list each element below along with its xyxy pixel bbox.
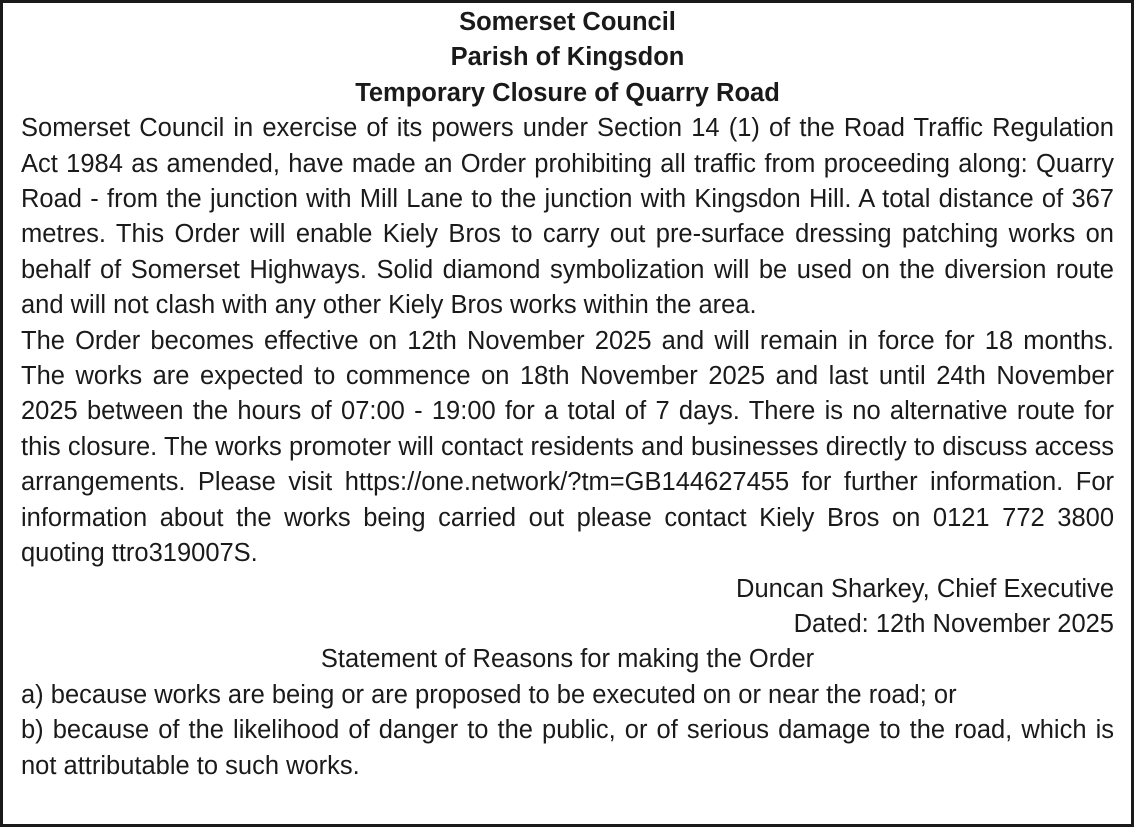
reasons-heading: Statement of Reasons for making the Order <box>320 645 815 674</box>
parish-heading: Parish of Kingsdon <box>450 43 685 72</box>
signatory-name: Duncan Sharkey, Chief Executive <box>736 574 1114 603</box>
order-paragraph: Somerset Council in exercise of its powers under Section 14 (1) of the Road Traffic Regulation Act 1984 as amended, have made an Order prohibiting all traffic from proceeding along: Quarry Road - from the junction with Mill Lane to the junction with Kingsdon Hill. A total distance of 367 metres. This Order will enable Kiely Bros to carry out pre-surface dressing patching works on behalf of Somerset Highways. Solid diamond symbolization will be used on the diversion route and will not clash with any other Kiely Bros works within the area. <box>21 114 1114 320</box>
reason-b: b) because of the likelihood of danger to the public, or of serious damage to the road, which is not attributable to such works. <box>21 716 1114 780</box>
notice-title: Temporary Closure of Quarry Road <box>355 78 780 107</box>
schedule-paragraph: The Order becomes effective on 12th November 2025 and will remain in force for 18 months. The works are expected to commence on 18th November 2025 and last until 24th November 2025 between the hours of 07:00 - 19:00 for a total of 7 days. There is no alternative route for this closure. The works promoter will contact residents and businesses directly to discuss access arrangements. Please visit https://one.network/?tm=GB144627455 for further information. For information about the works being carried out please contact Kiely Bros on 0121 772 3800 quoting ttro319007S. <box>21 326 1114 568</box>
authority-heading: Somerset Council <box>459 8 676 36</box>
dated-line: Dated: 12th November 2025 <box>793 609 1114 638</box>
reason-a: a) because works are being or are proposed to be executed on or near the road; or <box>21 680 957 709</box>
